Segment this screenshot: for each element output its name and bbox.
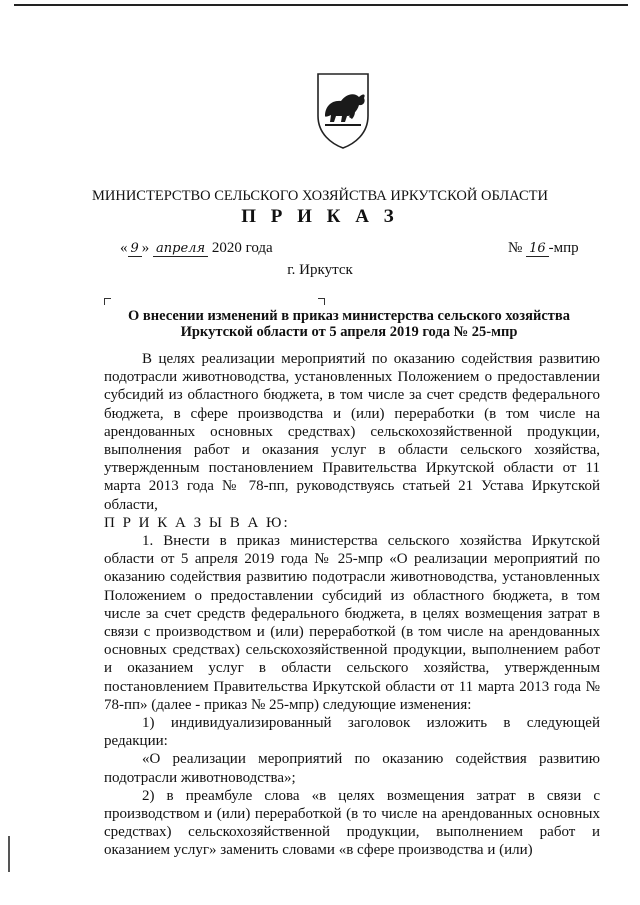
document-body bbox=[104, 350, 600, 860]
date-month: апреля bbox=[153, 241, 208, 257]
subject-bracket-left bbox=[104, 298, 111, 305]
top-border-line bbox=[14, 4, 628, 6]
quote-1-paragraph: «О реализации мероприятий по оказанию содействия развитию подотрасли животноводства»; bbox=[104, 751, 600, 786]
subject-line-1: О внесении изменений в приказ министерства сельского хозяйства bbox=[128, 308, 570, 324]
order-subject bbox=[104, 308, 594, 340]
irkutsk-coat-of-arms-icon bbox=[314, 70, 372, 150]
preamble-paragraph: В целях реализации мероприятий по оказанию содействия развитию подотрасли животноводства, установленных Положением о предоставлении субсидий из областного бюджета, в том числе за счет средств федерального бюджета, в сфере производства и (или) переработки (в том числе на арендованных основных средствах) сельскохозяйственной продукции, выполнения работ и оказания услуг в области сельского хозяйства, утвержденным постановлением Правительства Иркутской области от 11 марта 2013 года № 78-пп, руководствуясь статьей 21 Устава Иркутской области, bbox=[104, 351, 600, 513]
margin-mark bbox=[8, 836, 10, 872]
order-number bbox=[508, 240, 579, 257]
city: г. Иркутск bbox=[287, 262, 353, 278]
document-title: П Р И К А З bbox=[241, 206, 399, 227]
item-1-paragraph: 1. Внести в приказ министерства сельского хозяйства Иркутской области от 5 апреля 2019 года № 25-мпр «О реализации мероприятий по оказанию содействия развитию подотрасли животноводства, установленных Положением о предоставлении субсидий из областного бюджета, в том числе за счет средств федерального бюджета, в целях возмещения затрат в связи с производством и (или) переработкой (в том числе на арендованных основных средствах) сельскохозяйственной продукции, выполнением работ и оказанием услуг в области сельского хозяйства, утвержденным постановлением Правительства Иркутской области от 11 марта 2013 года № 78-пп» (далее - приказ № 25-мпр) следующие изменения: bbox=[104, 533, 600, 713]
order-date: « 9 » апреля 2020 года bbox=[120, 240, 273, 256]
date-day: 9 bbox=[128, 241, 142, 257]
subject-bracket-right bbox=[318, 298, 325, 305]
order-heading: П Р И К А З Ы В А Ю: bbox=[104, 514, 290, 531]
ministry-name: МИНИСТЕРСТВО СЕЛЬСКОГО ХОЗЯЙСТВА ИРКУТСКОЙ ОБЛАСТИ bbox=[92, 188, 548, 204]
number-prefix: № bbox=[508, 240, 523, 256]
subitem-1-paragraph: 1) индивидуализированный заголовок изложить в следующей редакции: bbox=[104, 715, 600, 750]
number-value: 16 bbox=[526, 241, 549, 257]
subject-line-2: Иркутской области от 5 апреля 2019 года № 25-мпр bbox=[180, 324, 518, 340]
date-year: 2020 года bbox=[211, 240, 273, 256]
number-suffix: -мпр bbox=[548, 240, 579, 256]
subitem-2-paragraph: 2) в преамбуле слова «в целях возмещения затрат в связи с производством и (или) переработкой (в то числе на арендованных основных средствах) сельскохозяйственной продукции, выполнением работ и оказанием услуг» заменить словами «в сфере производства и (или) bbox=[104, 787, 600, 859]
